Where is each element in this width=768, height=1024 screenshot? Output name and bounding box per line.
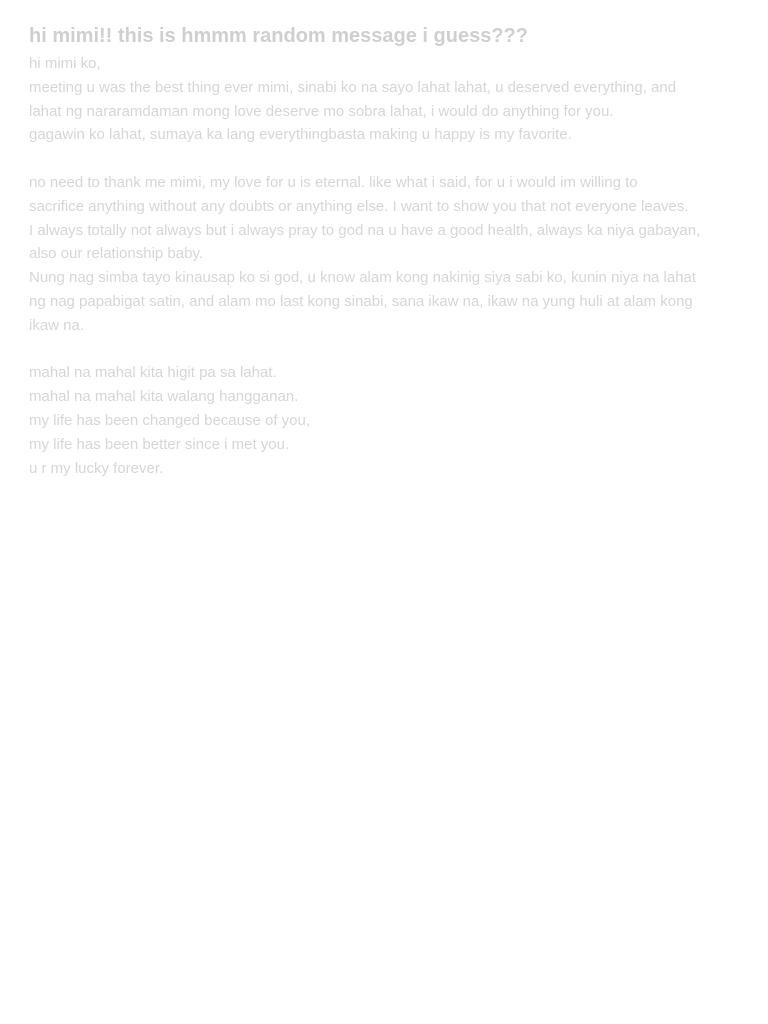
note-line: u r my lucky forever. — [29, 459, 164, 477]
note-title: hi mimi!! this is hmmm random message i guess??? — [29, 25, 528, 47]
note-line: ng nag papabigat satin, and alam mo last kong sinabi, sana ikaw na, ikaw na yung huli at alam kong — [29, 292, 693, 310]
note-line: I always totally not always but i always pray to god na u have a good health, always ka niya gabayan, — [29, 221, 701, 239]
note-line: ikaw na. — [29, 316, 85, 334]
note-body — [29, 52, 741, 480]
note-content — [29, 22, 741, 480]
note-line: sacrifice anything without any doubts or anything else. I want to show you that not everyone leaves. — [29, 197, 689, 215]
note-line: no need to thank me mimi, my love for u is eternal. like what i said, for u i would im willing to — [29, 173, 638, 191]
note-line: meeting u was the best thing ever mimi, sinabi ko na sayo lahat lahat, u deserved everything, and — [29, 78, 677, 96]
note-blank-line — [29, 338, 741, 362]
note-blank-line — [29, 147, 741, 171]
note-line: lahat ng nararamdaman mong love deserve mo sobra lahat, i would do anything for you. — [29, 102, 614, 120]
note-line: hi mimi ko, — [29, 55, 101, 72]
note-line: my life has been better since i met you. — [29, 435, 290, 453]
note-line: mahal na mahal kita walang hangganan. — [29, 388, 299, 406]
note-line: gagawin ko lahat, sumaya ka lang everythingbasta making u happy is my favorite. — [29, 126, 572, 144]
note-line: also our relationship baby. — [29, 245, 203, 263]
note-line: Nung nag simba tayo kinausap ko si god, u know alam kong nakinig siya sabi ko, kunin niya na lahat — [29, 269, 697, 287]
note-line: my life has been changed because of you, — [29, 411, 311, 429]
note-line: mahal na mahal kita higit pa sa lahat. — [29, 364, 277, 382]
